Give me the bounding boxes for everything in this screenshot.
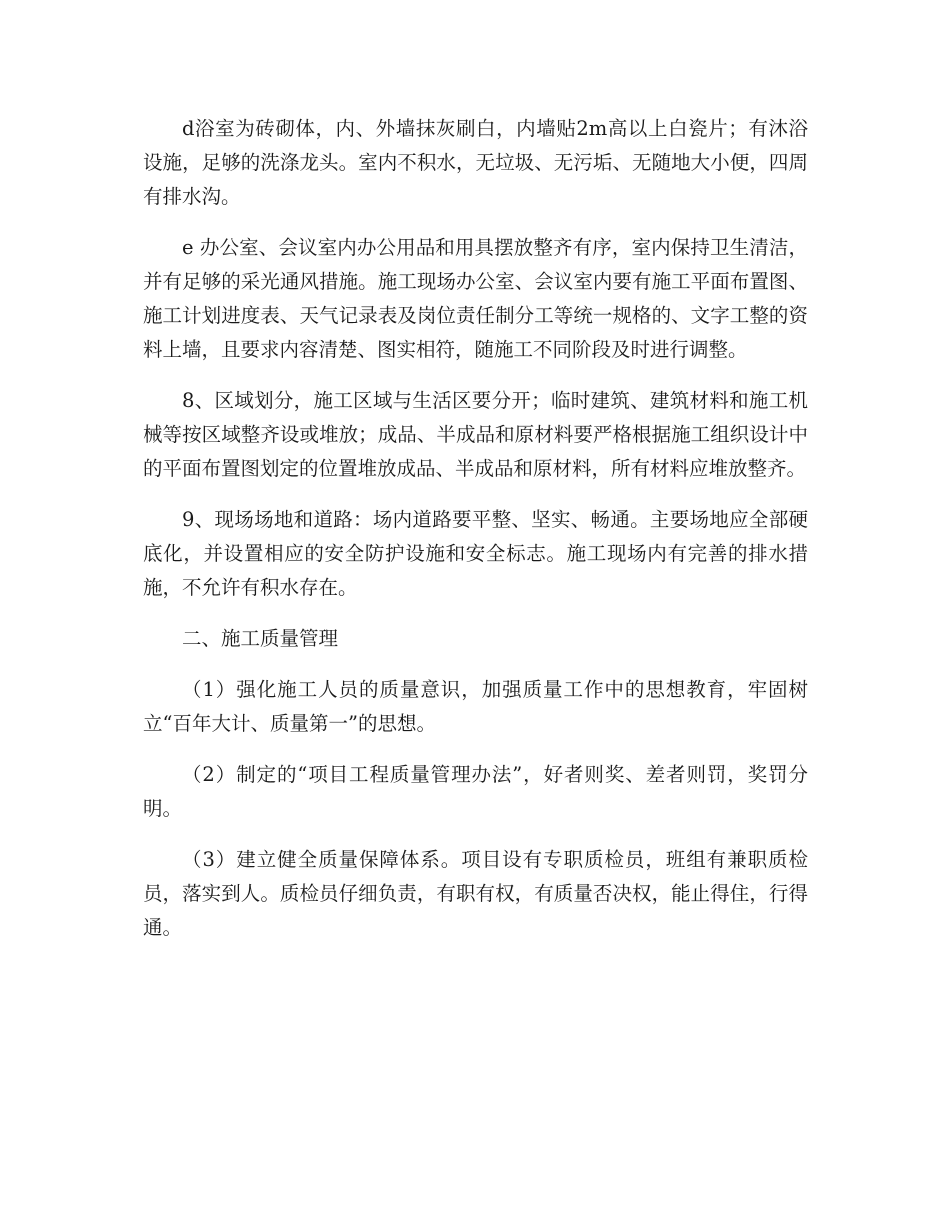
section-heading-quality: 二、施工质量管理 (182, 627, 339, 650)
paragraph-office: e 办公室、会议室内办公用品和用具摆放整齐有序，室内保持卫生清洁，并有足够的采光通风措施。施工现场办公室、会议室内要有施工平面布置图、施工计划进度表、天气记录表及岗位责任制分工等统一规格的、文字工整的资料上墙，且要求内容清楚、图实相符，随施工不同阶段及时进行调整。 (143, 236, 808, 361)
paragraph-area-division: 8、区域划分，施工区域与生活区要分开；临时建筑、建筑材料和施工机械等按区域整齐设或堆放；成品、半成品和原材料要严格根据施工组织设计中的平面布置图划定的位置堆放成品、半成品和原材料，所有材料应堆放整齐。 (143, 389, 808, 480)
paragraph-quality-3: （3）建立健全质量保障体系。项目设有专职质检员，班组有兼职质检员，落实到人。质检员仔细负责，有职有权，有质量否决权，能止得住，行得通。 (143, 848, 808, 939)
document-page (143, 112, 808, 962)
paragraph-quality-1: （1）强化施工人员的质量意识，加强质量工作中的思想教育，牢固树立“百年大计、质量第一”的思想。 (143, 678, 808, 735)
paragraph-quality-2: （2）制定的“项目工程质量管理办法”，好者则奖、差者则罚，奖罚分明。 (143, 763, 808, 820)
paragraph-site-roads: 9、现场场地和道路：场内道路要平整、坚实、畅通。主要场地应全部硬底化，并设置相应的安全防护设施和安全标志。施工现场内有完善的排水措施，不允许有积水存在。 (143, 508, 808, 599)
paragraph-bathroom: d浴室为砖砌体，内、外墙抹灰刷白，内墙贴2m高以上白瓷片；有沐浴设施，足够的洗涤龙头。室内不积水，无垃圾、无污垢、无随地大小便，四周有排水沟。 (143, 117, 808, 208)
